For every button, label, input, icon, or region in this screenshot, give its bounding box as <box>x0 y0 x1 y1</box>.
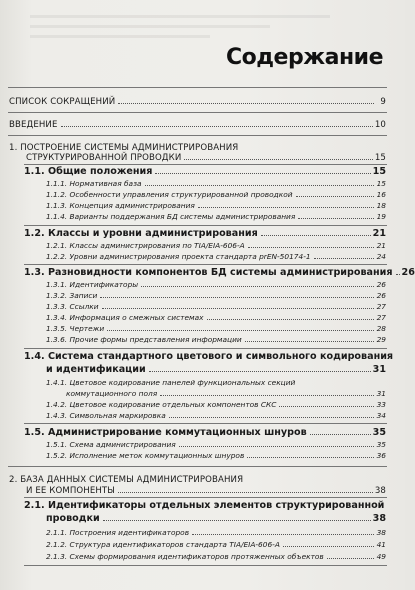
leader-dots <box>310 434 371 435</box>
leader-dots <box>61 126 373 127</box>
page-number: 33 <box>376 400 386 409</box>
chapter-2-title-line1[interactable]: 2. БАЗА ДАННЫХ СИСТЕМЫ АДМИНИСТРИРОВАНИЯ <box>9 475 244 485</box>
leader-dots <box>247 457 374 458</box>
leader-dots <box>396 274 400 275</box>
entry-title: 1.5.2. Исполнение меток коммутационных шнуров <box>46 451 245 460</box>
leader-dots <box>107 330 374 331</box>
page-number: 34 <box>376 411 386 420</box>
entry-title: и идентификации <box>46 364 146 375</box>
toc-section-2-1-line1[interactable]: 2.1. Идентификаторы отдельных элементов структурированной <box>24 500 385 511</box>
entry-title: 1.2. Классы и уровни администрирования <box>24 228 258 239</box>
toc-section-1-2[interactable] <box>24 228 386 240</box>
entry-title: 1.3.3. Ссылки <box>46 302 99 311</box>
entry-title: ВВЕДЕНИЕ <box>9 120 58 130</box>
page-number: 18 <box>376 201 386 210</box>
page-number: 29 <box>376 335 386 344</box>
page-number: 27 <box>376 302 386 311</box>
title-rule <box>8 87 387 88</box>
entry-title: 2.1.1. Построения идентификаторов <box>46 528 190 537</box>
divider <box>8 112 387 113</box>
leader-dots <box>160 395 374 396</box>
leader-dots <box>184 159 373 160</box>
page-title: Содержание <box>226 45 383 70</box>
divider <box>24 264 387 265</box>
page-number: 15 <box>374 153 386 163</box>
toc-subsection[interactable] <box>46 450 386 462</box>
leader-dots <box>145 185 374 186</box>
page-number: 27 <box>376 313 386 322</box>
entry-title: 1.4.2. Цветовое кодирование отдельных компонентов СКС <box>46 400 277 409</box>
entry-title: СПИСОК СОКРАЩЕНИЙ <box>9 97 116 107</box>
leader-dots <box>118 103 374 104</box>
page-number: 15 <box>372 166 386 177</box>
toc-subsection[interactable] <box>46 334 386 346</box>
divider <box>24 565 387 566</box>
entry-title: 1.3. Разновидности компонентов БД системы администрирования <box>24 267 393 278</box>
toc-entry-chapter-1[interactable] <box>26 152 386 164</box>
page-number: 49 <box>376 552 386 561</box>
toc-subsection[interactable] <box>46 211 386 223</box>
entry-title: 1.5.1. Схема администрирования <box>46 440 176 449</box>
entry-title: коммутационного поля <box>66 389 158 398</box>
page-number: 26 <box>401 267 415 278</box>
toc-entry-abbreviations[interactable] <box>9 96 386 108</box>
page-number: 15 <box>376 179 386 188</box>
entry-title: 1.1.3. Концепция администрирования <box>46 201 195 210</box>
divider <box>24 423 387 424</box>
leader-dots <box>279 406 374 407</box>
entry-title: 1.4.3. Символьная маркировка <box>46 411 166 420</box>
leader-dots <box>149 371 371 372</box>
leader-dots <box>261 235 371 236</box>
toc-subsection[interactable] <box>46 527 386 539</box>
divider <box>8 135 387 136</box>
toc-section-2-1[interactable] <box>46 513 386 525</box>
leader-dots <box>327 558 374 559</box>
toc-subsection[interactable] <box>46 551 386 563</box>
divider <box>8 466 387 467</box>
entry-title: СТРУКТУРИРОВАННОЙ ПРОВОДКИ <box>26 153 182 163</box>
leader-dots <box>314 258 374 259</box>
page-number: 10 <box>374 120 386 130</box>
leader-dots <box>169 417 374 418</box>
page-number: 35 <box>376 440 386 449</box>
page-number: 24 <box>376 252 386 261</box>
leader-dots <box>103 520 371 521</box>
entry-title: 1.3.5. Чертежи <box>46 324 105 333</box>
entry-title: проводки <box>46 513 100 524</box>
page-number: 41 <box>376 540 386 549</box>
divider <box>24 164 387 165</box>
page-number: 26 <box>376 280 386 289</box>
leader-dots <box>198 207 374 208</box>
entry-title: 1.5. Администрирование коммутационных шнуров <box>24 427 307 438</box>
entry-title: 1.1.2. Особенности управления структурированной проводкой <box>46 190 293 199</box>
toc-subsection-line1[interactable]: 1.4.1. Цветовое кодирование панелей функциональных секций <box>46 378 296 387</box>
leader-dots <box>248 247 374 248</box>
entry-title: И ЕЕ КОМПОНЕНТЫ <box>26 486 115 496</box>
toc-section-1-4-line1[interactable]: 1.4. Система стандартного цветового и символьного кодирования <box>24 351 394 362</box>
leader-dots <box>296 196 374 197</box>
toc-entry-introduction[interactable] <box>9 119 386 131</box>
toc-subsection[interactable] <box>46 539 386 551</box>
leader-dots <box>100 297 374 298</box>
entry-title: 1.2.2. Уровни администрирования проекта стандарта prEN-50174-1 <box>46 252 311 261</box>
leader-dots <box>192 534 374 535</box>
page-number: 21 <box>376 241 386 250</box>
page-number: 31 <box>372 364 386 375</box>
leader-dots <box>245 341 374 342</box>
leader-dots <box>298 218 374 219</box>
toc-subsection[interactable] <box>46 410 386 422</box>
leader-dots <box>283 546 374 547</box>
entry-title: 2.1.3. Схемы формирования идентификаторов протяженных объектов <box>46 552 324 561</box>
entry-title: 1.1.1. Нормативная база <box>46 179 142 188</box>
page-number: 31 <box>376 389 386 398</box>
page-number: 26 <box>376 291 386 300</box>
toc-section-1-5[interactable] <box>24 427 386 439</box>
divider <box>24 225 387 226</box>
chapter-1-title-line1[interactable]: 1. ПОСТРОЕНИЕ СИСТЕМЫ АДМИНИСТРИРОВАНИЯ <box>9 143 239 153</box>
page-number: 36 <box>376 451 386 460</box>
page-number: 38 <box>372 513 386 524</box>
page-number: 38 <box>376 528 386 537</box>
toc-subsection[interactable] <box>46 251 386 263</box>
page-number: 28 <box>376 324 386 333</box>
page-number: 9 <box>380 97 386 107</box>
toc-section-1-4[interactable] <box>46 364 386 376</box>
entry-title: 1.3.2. Записи <box>46 291 98 300</box>
page-number: 19 <box>376 212 386 221</box>
entry-title: 1.1.4. Варианты поддержания БД системы администрирования <box>46 212 296 221</box>
leader-dots <box>141 286 374 287</box>
leader-dots <box>118 492 373 493</box>
toc-entry-chapter-2[interactable] <box>26 485 386 497</box>
toc-section-1-1[interactable] <box>24 166 386 178</box>
page-number: 16 <box>376 190 386 199</box>
leader-dots <box>179 446 374 447</box>
toc-section-1-3[interactable] <box>24 267 415 279</box>
entry-title: 2.1.2. Структура идентификаторов стандарта TIA/EIA-606-A <box>46 540 280 549</box>
leader-dots <box>155 173 370 174</box>
divider <box>24 348 387 349</box>
page-number: 21 <box>372 228 386 239</box>
leader-dots <box>102 308 374 309</box>
page-number: 35 <box>372 427 386 438</box>
entry-title: 1.1. Общие положения <box>24 166 153 177</box>
entry-title: 1.3.6. Прочие формы представления информации <box>46 335 242 344</box>
entry-title: 1.3.4. Информация о смежных системах <box>46 313 204 322</box>
page-number: 38 <box>374 486 386 496</box>
entry-title: 1.2.1. Классы администрирования по TIA/EIA-606-A <box>46 241 245 250</box>
divider <box>24 497 387 498</box>
entry-title: 1.3.1. Идентификаторы <box>46 280 139 289</box>
leader-dots <box>207 319 375 320</box>
